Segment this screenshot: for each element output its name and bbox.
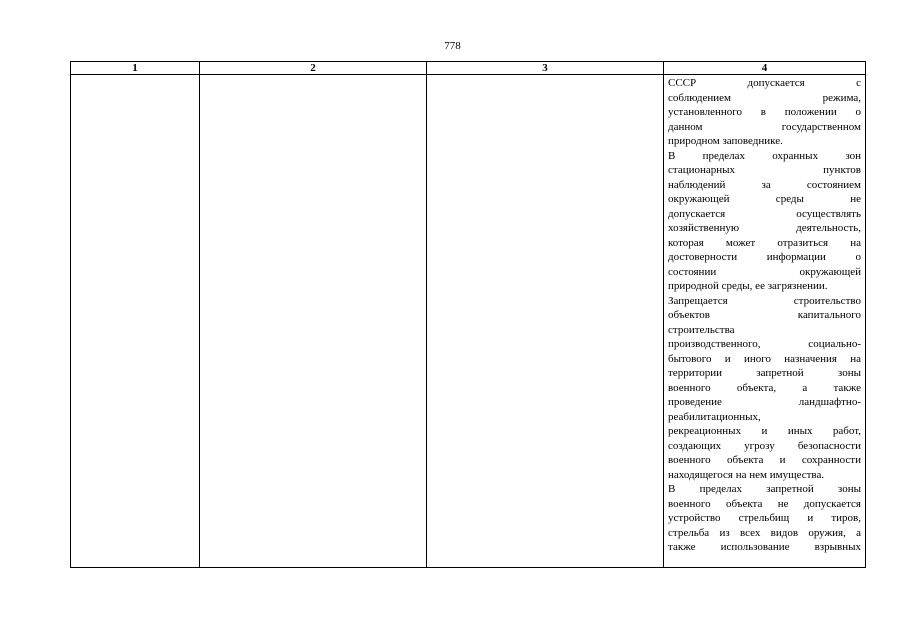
text-line: Запрещается строительство [668, 294, 861, 307]
text-line: рекреационных и иных работ, [668, 425, 861, 437]
text-line: природной среды, ее загрязнении. [668, 280, 828, 292]
text-line: допускается осуществлять [668, 207, 861, 220]
text-line: хозяйственную деятельность, [668, 222, 861, 234]
document-table [70, 61, 866, 568]
text-line: устройство стрельбищ и тиров, [668, 512, 861, 524]
cell-col-1 [71, 75, 200, 568]
text-line: соблюдением режима, [668, 91, 861, 104]
column-header-3: 3 [427, 62, 664, 75]
text-line: которая может отразиться на [668, 236, 861, 249]
text-line: окружающей среды не [668, 193, 861, 205]
column-header-2: 2 [200, 62, 427, 75]
cell-col-3 [427, 75, 664, 568]
text-line: находящегося на нем имущества. [668, 468, 825, 481]
text-line: строительства [668, 323, 735, 336]
text-line: состоянии окружающей [668, 265, 861, 278]
table-row [71, 75, 866, 568]
header-row [71, 62, 866, 75]
cell-col-4-text [664, 75, 865, 555]
text-line: В пределах охранных зон [668, 149, 861, 162]
text-line: установленного в положении о [668, 106, 861, 118]
text-line: производственного, социально- [668, 338, 861, 350]
text-line: СССР допускается с [668, 77, 861, 89]
text-line: данном государственном [668, 120, 861, 133]
text-line: стационарных пунктов [668, 164, 861, 176]
text-line: объектов капитального [668, 309, 861, 321]
text-line: достоверности информации о [668, 251, 861, 263]
cell-col-2 [200, 75, 427, 568]
text-line: создающих угрозу безопасности [668, 439, 861, 452]
text-line: бытового и иного назначения на [668, 352, 861, 365]
cell-col-4 [664, 75, 866, 568]
text-line: территории запретной зоны [668, 367, 861, 379]
column-header-1: 1 [71, 62, 200, 75]
text-line: также использование взрывных [668, 541, 861, 553]
text-line: военного объекта и сохранности [668, 454, 861, 466]
column-header-4: 4 [664, 62, 866, 75]
text-line: военного объекта, а также [668, 381, 861, 394]
text-line: проведение ландшафтно- [668, 396, 861, 408]
text-line: реабилитационных, [668, 410, 761, 423]
text-line: природном заповеднике. [668, 135, 783, 147]
text-line: стрельба из всех видов оружия, а [668, 526, 861, 539]
text-line: В пределах запретной зоны [668, 483, 861, 495]
page-number: 778 [444, 40, 461, 52]
text-line: военного объекта не допускается [668, 497, 861, 510]
text-line: наблюдений за состоянием [668, 178, 861, 191]
